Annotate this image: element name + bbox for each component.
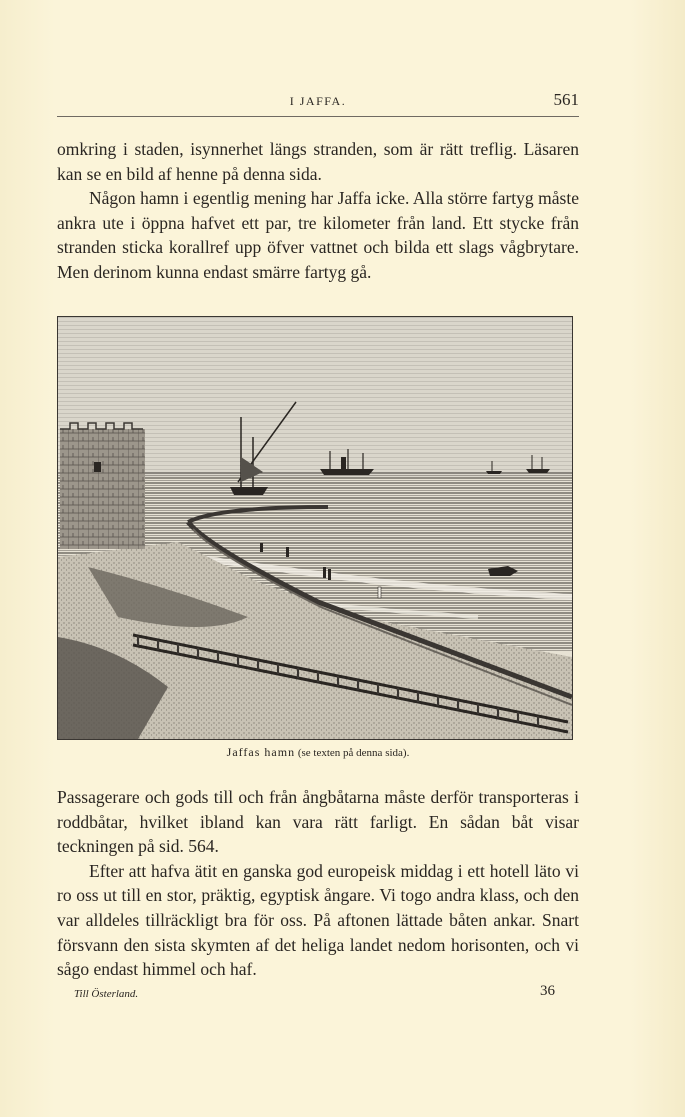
caption-note: (se texten på denna sida). [297, 747, 410, 759]
paragraph: Någon hamn i egentlig mening har Jaffa icke. Alla större fartyg måste ankra ute i öppna hafvet ett par, tre kilometer från land. Ett stycke från stranden sticka korallref upp öfver vattnet och bilda ett slags vågbrytare. Men derinom kunna endast smärre fartyg gå. [57, 188, 579, 282]
fortress-tower [60, 429, 145, 549]
book-title: Till Österland. [74, 988, 139, 1000]
page-number: 561 [553, 90, 579, 109]
running-title: I JAFFA. [289, 94, 347, 108]
harbor-engraving [57, 316, 573, 740]
signature-mark: 36 [540, 983, 555, 999]
caption-title: Jaffas hamn [226, 745, 296, 759]
text-block-bottom [57, 785, 579, 982]
paragraph: Passagerare och gods till och från ångbåtarna måste derför transporteras i roddbåtar, hvilket ibland kan vara rätt farligt. En sådan båt visar teckningen på sid. 564. [57, 787, 579, 857]
paragraph: omkring i staden, isynnerhet längs stranden, som är rätt treflig. Läsaren kan se en bild af henne på denna sida. [57, 139, 579, 184]
figure-caption [57, 745, 579, 760]
running-head [57, 88, 579, 117]
text-block-top [57, 137, 579, 285]
paragraph: Efter att hafva ätit en ganska god europeisk middag i ett hotell läto vi ro oss ut till en stor, präktig, egyptisk ångare. Vi togo andra klass, och den var alldeles tillräckligt bra för oss. På aftonen lättade båten ankar. Snart försvann den sista skymten af det heliga landet nedom horisonten, och vi sågo endast himmel och haf. [57, 860, 579, 980]
